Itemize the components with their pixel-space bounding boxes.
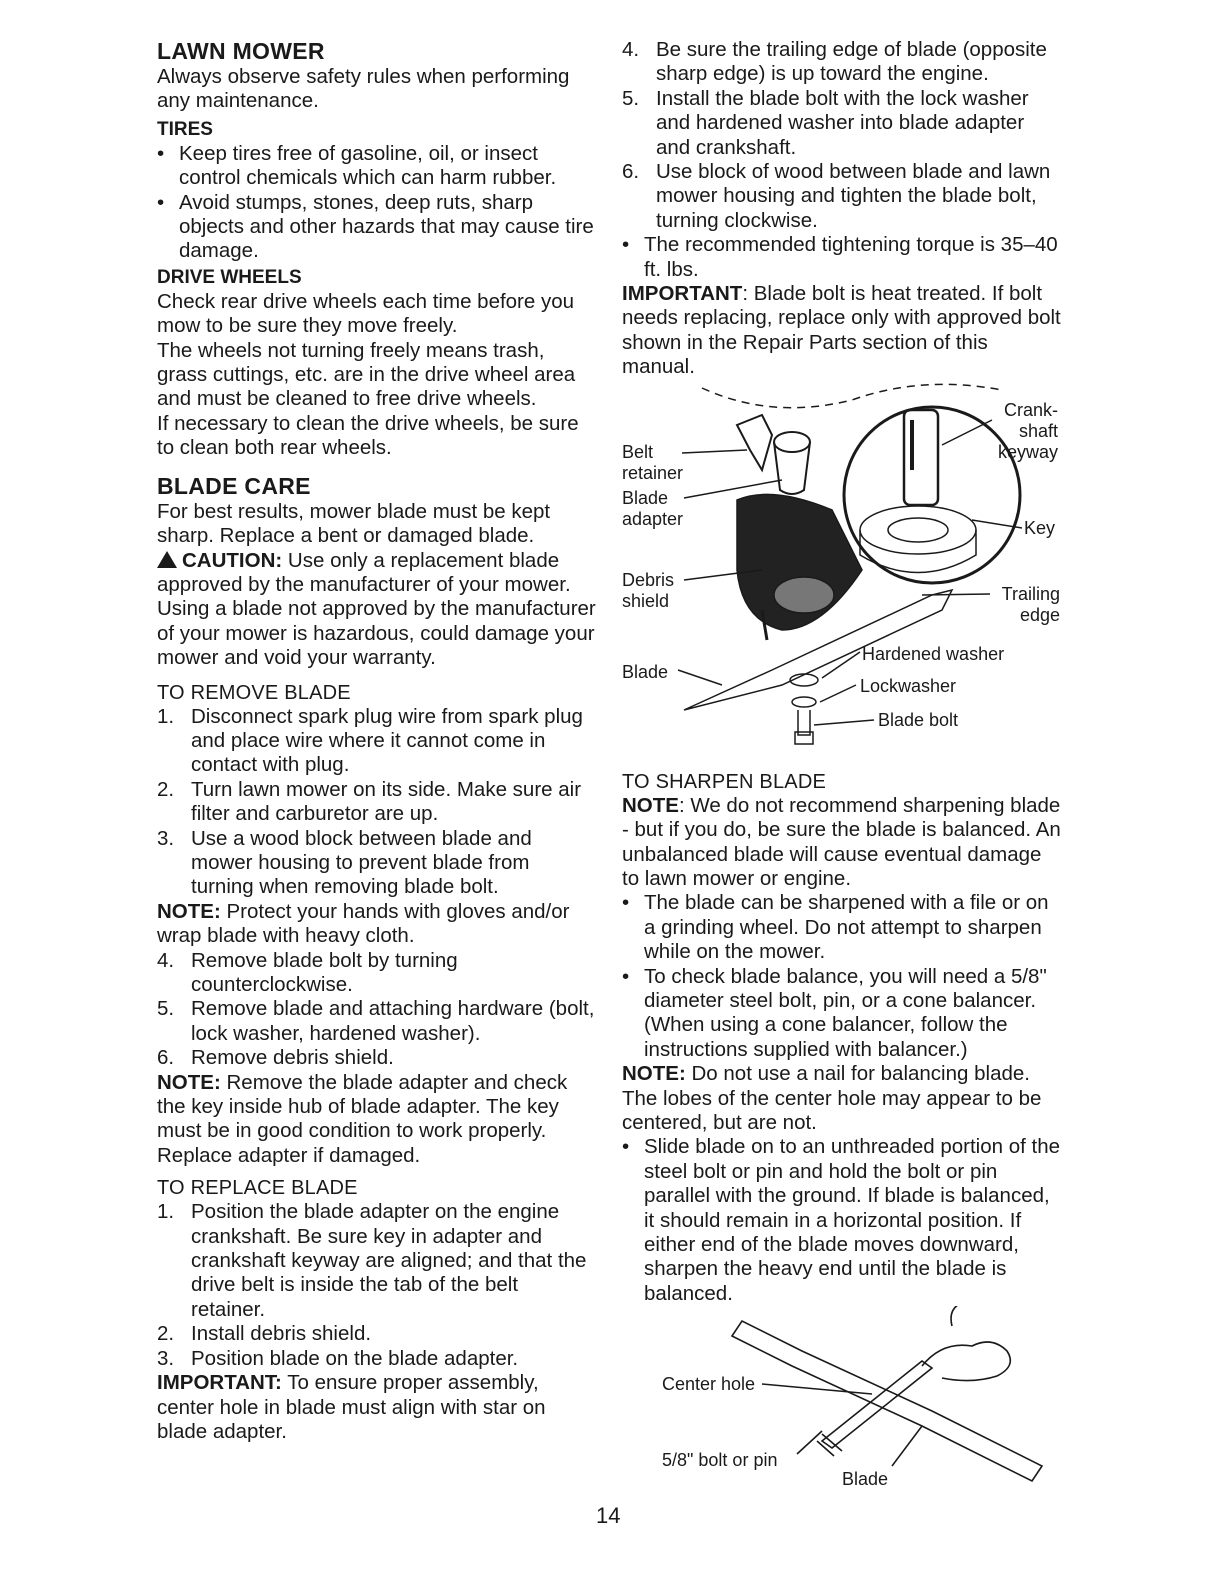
replace-step: 5. Install the blade bolt with the lock washer and hardened washer into blade adapter and crankshaft. [622,86,1029,159]
left-column [157,38,597,1444]
detail-pulley-top [860,506,976,554]
leader-lockwasher [820,685,856,702]
leader-balance-blade [892,1426,922,1466]
detail-pulley-side [860,530,976,573]
label-debris-shield: Debris shield [622,569,675,611]
drive-wheels-heading: DRIVE WHEELS [157,266,302,288]
label-key: Key [1024,517,1056,538]
lawn-mower-intro: Always observe safety rules when performing any maintenance. [157,65,570,113]
detail-pulley-inner [888,518,948,542]
drive-wheels-p2: The wheels not turning freely means trash, grass cuttings, etc. are in the drive wheel area and must be cleaned to free drive wheels. [157,338,576,411]
remove-step: 1. Disconnect spark plug wire from spark plug and place wire where it cannot come in contact with plug. [157,704,583,777]
leader-trailing-edge [922,594,990,595]
remove-note-1: NOTE: Protect your hands with gloves and/or wrap blade with heavy cloth. [157,899,570,948]
label-belt-retainer: Belt retainer [622,441,684,483]
tires-heading: TIRES [157,118,213,140]
adapter-top [774,432,810,452]
replace-step: 6. Use block of wood between blade and lawn mower housing and tighten the blade bolt, turning clockwise. [622,160,1051,232]
tires-bullet: • Avoid stumps, stones, deep ruts, sharp objects and other hazards that may cause tire damage. [157,190,594,263]
label-blade-bolt: Blade bolt [878,709,959,730]
replace-important-1: IMPORTANT: To ensure proper assembly, center hole in blade must align with star on blade adapter. [157,1371,546,1443]
label-balance-blade: Blade [842,1469,889,1490]
right-column [622,38,1062,1491]
sharpen-note-1: NOTE: We do not recommend sharpening blade - but if you do, be sure the blade is balanced. An unbalanced blade will cause eventual damage to lawn mower or engine. [622,793,1061,890]
leader-center-hole [762,1384,872,1394]
replace-step: 4. Be sure the trailing edge of blade (opposite sharp edge) is up toward the engine. [622,38,1047,86]
leader-crankshaft [942,420,992,445]
belt-retainer-shape [737,415,772,470]
tires-bullet: • Keep tires free of gasoline, oil, or insect control chemicals which can harm rubber. [157,141,557,190]
lockwasher-shape [792,697,816,707]
remove-step: 2. Turn lawn mower on its side. Make sure air filter and carburetor are up. [157,777,582,826]
replace-important-2: IMPORTANT: Blade bolt is heat treated. If bolt needs replacing, replace only with approved bolt shown in the Repair Parts section of this manual. [622,282,1061,379]
caution-paragraph: CAUTION: Use only a replacement blade approved by the manufacturer of your mower. Using a blade not approved by the manufacturer of your mower is hazardous, could damage your mower and void your warranty. [157,548,596,670]
label-crankshaft-keyway: Crank-shaft keyway [997,399,1058,462]
replace-step: 3. Position blade on the blade adapter. [157,1346,519,1370]
sharpen-bullet: • Slide blade on to an unthreaded portion of the steel bolt or pin and hold the bolt or pin parallel with the ground. If blade is balanced, it should remain in a horizontal position. If either end of the blade moves downward, sharpen the heavy end until the blade is balanced. [622,1135,1061,1305]
page-number: 14 [596,1503,621,1528]
label-center-hole: Center hole [662,1374,756,1395]
sharpen-blade-heading: TO SHARPEN BLADE [622,770,827,793]
remove-step: 5. Remove blade and attaching hardware (bolt, lock washer, hardened washer). [157,997,595,1045]
remove-step: 4. Remove blade bolt by turning counterclockwise. [157,948,458,996]
blade-care-heading: BLADE CARE [157,472,311,499]
remove-step: 6. Remove debris shield. [157,1046,394,1070]
lawn-mower-heading: LAWN MOWER [157,38,325,64]
balance-blade-shape [732,1321,1042,1481]
crankshaft-shape [904,410,938,505]
blade-balance-figure [622,1306,1062,1491]
leader-blade-bolt [814,720,874,725]
leader-hardened-washer [822,652,860,678]
torque-bullet: • The recommended tightening torque is 35–40 ft. lbs. [622,233,1058,281]
label-lockwasher: Lockwasher [860,675,957,696]
remove-step: 3. Use a wood block between blade and mower housing to prevent blade from turning when removing blade bolt. [157,826,532,899]
warning-triangle-icon [157,551,177,568]
replace-step: 2. Install debris shield. [157,1322,372,1346]
sharpen-note-2: NOTE: Do not use a nail for balancing blade. The lobes of the center hole may appear to be centered, but are not. [622,1062,1042,1134]
debris-shield-hub [774,577,834,613]
label-blade: Blade [622,661,669,682]
label-trailing-edge: Trailing edge [1001,583,1060,625]
replace-blade-heading: TO REPLACE BLADE [157,1177,358,1200]
blade-care-intro: For best results, mower blade must be kept sharp. Replace a bent or damaged blade. [157,499,551,548]
remove-note-2: NOTE: Remove the blade adapter and check the key inside hub of blade adapter. The key must be in good condition to work properly. Replace adapter if damaged. [157,1070,568,1167]
pin-thread [817,1434,842,1456]
housing-outline [702,384,1002,407]
label-bolt-or-pin: 5/8" bolt or pin [662,1450,778,1471]
blade-assembly-figure [622,380,1062,770]
label-hardened-washer: Hardened washer [862,643,1005,664]
arm-shape [951,1306,967,1326]
remove-blade-heading: TO REMOVE BLADE [157,681,351,704]
drive-wheels-p3: If necessary to clean the drive wheels, be sure to clean both rear wheels. [157,411,579,460]
replace-step: 1. Position the blade adapter on the engine crankshaft. Be sure key in adapter and crankshaft keyway are aligned; and that the drive belt is inside the tab of the belt retainer. [157,1200,587,1321]
drive-wheels-p1: Check rear drive wheels each time before you mow to be sure they move freely. [157,289,575,338]
leader-blade [678,670,722,685]
sharpen-bullet: • The blade can be sharpened with a file or on a grinding wheel. Do not attempt to sharpen while on the mower. [622,891,1049,964]
hand-shape [922,1342,1010,1381]
sharpen-bullet: • To check blade balance, you will need a 5/8" diameter steel bolt, pin, or a cone balancer. (When using a cone balancer, follow the instructions supplied with balancer.) [622,964,1047,1061]
label-blade-adapter: Blade adapter [622,487,684,529]
